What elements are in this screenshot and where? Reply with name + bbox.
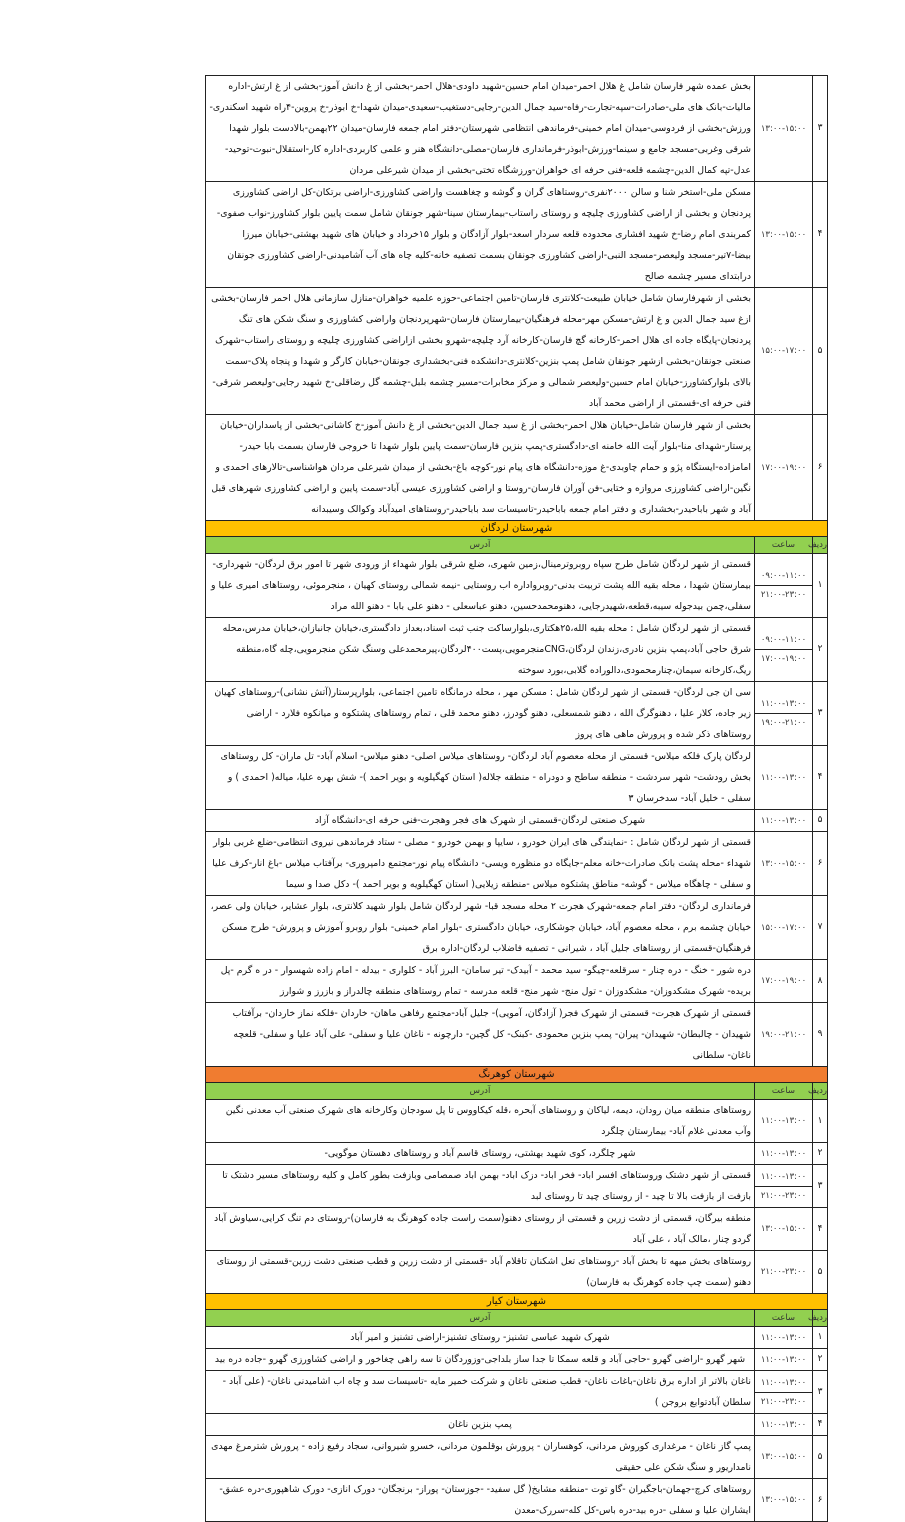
row-number: ۱ (813, 1100, 828, 1143)
schedule-table-body (206, 76, 828, 1522)
table-row (206, 1414, 828, 1436)
row-number: ۹ (813, 1003, 828, 1067)
outage-address: روستاهای کرچ-جهمان-باجگیران -گاو توت -منطقه مشایخ( گل سفید- -جوزستان- پوراز- برنجگان- دورک انازی- دورک شاهپوری-دره عشق- ایشاران علیا و سفلی -دره بید-دره باس-کل کله-سررک-معدن (206, 1479, 755, 1522)
outage-time-slot: ۱۱:۰۰-۱۳:۰۰ (760, 1332, 807, 1343)
table-row (206, 1100, 828, 1143)
column-header-row-num: ردیف (813, 1310, 828, 1327)
table-row (206, 288, 828, 415)
outage-time-slot: ۱۱:۰۰-۱۳:۰۰ (760, 772, 807, 783)
outage-time-cell (755, 960, 813, 1003)
row-number: ۲ (813, 1143, 828, 1165)
column-header-address: آدرس (206, 537, 755, 554)
row-number: ۱ (813, 1327, 828, 1349)
section-title: شهرستان لردگان (206, 521, 828, 537)
row-number: ۵ (813, 1251, 828, 1294)
column-header-row-num: ردیف (813, 537, 828, 554)
column-header-time: ساعت (755, 1083, 813, 1100)
outage-address: منطقه بیرگان، قسمتی از دشت زرین و قسمتی از روستای دهنو(سمت راست جاده کوهرنگ به فارسان)-روستای دم تنگ کرایی،سیاوش آباد گردو چنار ،مالک آباد ، علی آباد (206, 1208, 755, 1251)
outage-time-cell (755, 1327, 813, 1349)
outage-address: بخشی از شهرفارسان شامل خیابان طبیعت-کلانتری فارسان-تامین اجتماعی-حوزه علمیه خواهران-منازل سازمانی هلال احمر فارسان-بخشی ازغ سید جمال الدین و غ ارتش-مسکن مهر-محله فرهنگیان-بیمارستان فارسان-شهرپردنجان واراضی کشاورزی و سنگ شکن های تنگ پردنجان-پایگاه جاده ای هلال احمر-کارخانه گچ فارسان-کارخانه آرد چلیچه-شهرو بخشی ازاراضی کشاورزی چلیچه و روستای راستاب-شهرک صنعتی جونقان-بخشی ازشهر جونقان شامل پمپ بنزین-کلانتری-دانشکده فنی-بخشداری جونقان-خیابان کارگر و شهدا و پنجاه پلاک-سمت بالای بلوارکشاورز-خیابان امام حسین-ولیعصر شمالی و مرکز مخابرات-مسیر چشمه بلبل-چشمه گل رضاقلی-خ شهید رجایی-ولیعصر شرقی-فنی حرفه ای-قسمتی از اراضی محمد آباد (206, 288, 755, 415)
outage-time-cell (755, 76, 813, 182)
outage-time-slot: ۰۹:۰۰-۱۱:۰۰ (760, 635, 807, 645)
table-row (206, 554, 828, 618)
row-number: ۳ (813, 1371, 828, 1414)
outage-address: روستاهای منطقه میان رودان، دیمه، لیاکان و روستاهای آبحره ،قله کیکاووس تا پل سودجان وکارخانه های شهرک صنعتی آب معدنی نگین وآب معدنی غلام آباد- بیمارستان چلگرد (206, 1100, 755, 1143)
row-number: ۱ (813, 554, 828, 618)
outage-time-cell (755, 1371, 813, 1414)
table-row (206, 682, 828, 746)
outage-time-slot: ۱۳:۰۰-۱۵:۰۰ (760, 1224, 807, 1234)
table-row (206, 1349, 828, 1371)
section-title-row (206, 1294, 828, 1310)
outage-time-cell (755, 682, 813, 746)
column-header-row (206, 1310, 828, 1327)
outage-address: ناغان بالاتر از اداره برق ناغان-باغات ناغان- قطب صنعتی ناغان و شرکت خمیر مایه -تاسیسات سد و چاه اب اشامیدنی ناغان- (علی آباد - سلطان آبادتوابع بروجن ) (206, 1371, 755, 1414)
outage-time-slot: ۱۱:۰۰-۱۳:۰۰ (760, 1171, 807, 1182)
column-header-time: ساعت (755, 537, 813, 554)
outage-time-slot: ۱۱:۰۰-۱۳:۰۰ (760, 1148, 807, 1159)
outage-time-slot: ۱۱:۰۰-۱۳:۰۰ (760, 815, 807, 826)
outage-time-cell (755, 1100, 813, 1143)
table-row (206, 810, 828, 832)
row-number: ۵ (813, 288, 828, 415)
outage-address: دره شور - خنگ - دره چنار - سرقلعه-چیگو- سید محمد - آبیدک- تیر سامان- البرز آباد - کلواری - بیدله - امام زاده شهسوار - در ه گرم -پل بریده- شهرک مشکدوزان- مشکدوزان - تول منج- شهر منج- قلعه مدرسه - تمام روستاهای منطقه چالدراز و بازرز و شوارز (206, 960, 755, 1003)
column-header-row (206, 537, 828, 554)
row-number: ۳ (813, 76, 828, 182)
outage-time-slot: ۱۹:۰۰-۲۱:۰۰ (760, 1029, 807, 1040)
outage-time-slot: ۱۳:۰۰-۱۵:۰۰ (760, 1452, 807, 1462)
outage-time-slot: ۱۷:۰۰-۱۹:۰۰ (760, 462, 807, 473)
table-row (206, 960, 828, 1003)
schedule-table (205, 75, 828, 1522)
table-row (206, 182, 828, 288)
outage-time-slot: ۱۱:۰۰-۱۳:۰۰ (760, 699, 807, 709)
table-row (206, 415, 828, 521)
outage-time-slot: ۱۵:۰۰-۱۷:۰۰ (760, 346, 807, 356)
row-number: ۶ (813, 415, 828, 521)
outage-address: لردگان پارک فلکه میلاس- قسمتی از محله معصوم آباد لردگان- روستاهای میلاس اصلی- دهنو میلاس- اسلام آباد- تل ماران- کل روستاهای بخش رودشت- شهر سردشت - منطقه ساطح و دودراه - منطقه جلاله( استان کهگیلویه و بویر احمد )- شش بهره علیا، میاله( احمدی ) و سفلی - خلیل آباد- سدخرسان ۳ (206, 746, 755, 810)
outage-time-cell (755, 896, 813, 960)
table-row (206, 1165, 828, 1208)
row-number: ۳ (813, 682, 828, 746)
section-title-row (206, 1067, 828, 1083)
outage-address: قسمتی از شهر لردگان شامل : -نمایندگی های ایران خودرو ، سایپا و بهمن خودرو - مصلی - ستاد فرماندهی نیروی انتظامی-ضلع غربی بلوار شهداء -محله پشت بانک صادرات-خانه معلم-جایگاه دو منظوره ویسی- دانشگاه پیام نور-مجتمع دامپروری- برآفتاب میلاس -باغ انار-کرف علیا و سفلی - چاهگاه میلاس - گوشه- مناطق پشتکوه میلاس -منطقه زیلایی( استان کهگیلویه و بویر احمد )- دکل صدا و سیما (206, 832, 755, 896)
column-header-time: ساعت (755, 1310, 813, 1327)
row-number: ۵ (813, 1436, 828, 1479)
outage-time-cell (755, 1349, 813, 1371)
column-header-address: آدرس (206, 1083, 755, 1100)
outage-address: قسمتی از شهر لردگان شامل : محله بقیه الله،۲۵هکتاری،بلوارساکت جنب ثبت اسناد،بعداز دادگستری،خیابان جانبازان،خیابان مدرس،محله شرق حاجی آباد،پمپ بنزین نادری،زندان لردگان،CNGمنجرمویی،پست۴۰۰لردگان،پیرمحمدعلی وسنگ شکن منجرمویی،چله گاه،منطقه ریگ،کارخانه سیمان،چنارمحمودی،دالوراده گلابی،بورد سوخته (206, 618, 755, 682)
outage-time-slot: ۱۳:۰۰-۱۵:۰۰ (760, 858, 807, 869)
outage-time-cell (755, 415, 813, 521)
outage-time-cell (755, 810, 813, 832)
outage-time-slot: ۲۱:۰۰-۲۳:۰۰ (755, 1186, 812, 1205)
outage-address: فرمانداری لردگان- دفتر امام جمعه-شهرک هجرت ۲ محله مسجد قبا- شهر لردگان شامل بلوار شهید کلانتری، بلوار عشایر، خیابان ولی عصر، خیابان چشمه برم ، محله معصوم آباد، خیابان جوشکاری، خیابان دادگستری -بلوار امام خمینی- بلوار روبرو آموزش و پرورش- طرح مسکن فرهنگیان-قسمتی از روستاهای جلیل آباد ، شیرانی - تصفیه فاضلاب لردگان-اداره برق (206, 896, 755, 960)
outage-time-cell (755, 554, 813, 618)
outage-time-cell (755, 1165, 813, 1208)
outage-time-slot: ۲۱:۰۰-۲۳:۰۰ (755, 585, 812, 604)
table-row (206, 1436, 828, 1479)
table-row (206, 896, 828, 960)
table-row (206, 76, 828, 182)
outage-time-slot: ۱۹:۰۰-۲۱:۰۰ (755, 713, 812, 732)
outage-time-cell (755, 182, 813, 288)
outage-time-cell (755, 618, 813, 682)
outage-time-slot: ۱۳:۰۰-۱۵:۰۰ (760, 123, 807, 134)
table-row (206, 832, 828, 896)
outage-address: سی ان جی لردگان- قسمتی از شهر لردگان شامل : مسکن مهر ، محله درمانگاه تامین اجتماعی، بلوارپرستار(آتش نشانی)-روستاهای کهیان زیر جاده، کلار علیا ، دهنوگرگ الله ، دهنو شمسعلی، دهنو گودرز، دهنو محمد قلی ، تمام روستاهای پشتکوه و میانکوه فلارد - اراضی روستاهای ذکر شده و پرورش ماهی های پروز (206, 682, 755, 746)
table-row (206, 1143, 828, 1165)
outage-address: قسمتی از شهر دشتک وروستاهای افسر اباد- فخر اباد- دزک اباد- بهمن اباد صمصامی وبازفت بطور کامل و کلیه روستاهای مسیر دشتک تا بازفت از بازفت بالا تا چید - از روستای چید تا روستای لبد (206, 1165, 755, 1208)
outage-address: شهر گهرو -اراضی گهرو -حاجی آباد و قلعه سمکا تا جدا ساز بلداجی-وزوردگان تا سه راهی چغاخور و اراضی کشاورزی گهرو -جاده دره بید (206, 1349, 755, 1371)
outage-time-slot: ۱۱:۰۰-۱۳:۰۰ (760, 1354, 807, 1365)
outage-time-slot: ۱۱:۰۰-۱۳:۰۰ (760, 1116, 807, 1126)
outage-time-cell (755, 746, 813, 810)
table-row (206, 1327, 828, 1349)
row-number: ۲ (813, 1349, 828, 1371)
row-number: ۳ (813, 1165, 828, 1208)
table-row (206, 1208, 828, 1251)
outage-time-cell (755, 1251, 813, 1294)
outage-address: بخشی از شهر فارسان شامل-خیابان هلال احمر-بخشی از غ سید جمال الدین-بخشی از غ دانش آموز-خ کاشانی-بخشی از پاسداران-خیابان پرستار-شهدای منا-بلوار آیت الله خامنه ای-دادگستری-پمپ بنزین فارسان-سمت پایین بلوار شهدا تا خروجی فارسان بسمت بابا حیدر-امامزاده-ایستگاه پژو و حمام چاوبدی-غ موزه-دانشگاه های پیام نور-کوچه باغ-بخشی از میدان شیرعلی مردان هواشناسی-تالارهای احمدی و نگین-اراضی کشاورزی مروازه و ختایی-فن آوران فارسان-روستا و اراضی کشاورزی عیسی آباد-سمت پایین و اراضی کشاورزی شهرهای قبل آباد و شهر باباحیدر-بخشداری و دفتر امام جمعه باباحیدر-تاسیسات سد باباحیدر-روستاهای امیدآباد وکوالک وسیبدانه (206, 415, 755, 521)
outage-time-slot: ۱۱:۰۰-۱۳:۰۰ (760, 1419, 807, 1430)
table-row (206, 1371, 828, 1414)
column-header-row-num: ردیف (813, 1083, 828, 1100)
table-row (206, 746, 828, 810)
table-row (206, 618, 828, 682)
outage-time-slot: ۱۳:۰۰-۱۵:۰۰ (760, 229, 807, 240)
section-title: شهرستان کوهرنگ (206, 1067, 828, 1083)
table-row (206, 1479, 828, 1522)
row-number: ۴ (813, 1414, 828, 1436)
row-number: ۴ (813, 746, 828, 810)
outage-time-cell (755, 832, 813, 896)
section-title: شهرستان کیار (206, 1294, 828, 1310)
outage-time-slot: ۲۱:۰۰-۲۳:۰۰ (760, 1267, 807, 1277)
column-header-row (206, 1083, 828, 1100)
outage-time-slot: ۱۷:۰۰-۱۹:۰۰ (755, 649, 812, 668)
column-header-address: آدرس (206, 1310, 755, 1327)
outage-time-slot: ۱۵:۰۰-۱۷:۰۰ (760, 922, 807, 933)
outage-time-cell (755, 1208, 813, 1251)
row-number: ۸ (813, 960, 828, 1003)
outage-time-slot: ۱۳:۰۰-۱۵:۰۰ (760, 1495, 807, 1505)
outage-time-cell (755, 1143, 813, 1165)
outage-address: قسمتی از شهر لردگان شامل طرح سپاه روبروترمینال،زمین شهری، ضلع شرقی بلوار شهداء از ورودی شهر تا امور برق لردگان- شهرداری- بیمارستان شهدا ، محله بقیه الله پشت تربیت بدنی-روبرواداره اب روستایی -نیمه شمالی روستای کهیان ، منجرموئی، روستاهای امیری علیا و سفلی،چمن بیدجوله سیبه،قطعه،شهیدرجایی، دهنومحمدحسین، دهنو عباسعلی - دهنو علی بابا - دهنو الله مراد (206, 554, 755, 618)
outage-address: شهرک شهید عباسی تشنیز- روستای تشنیز-اراضی تشنیز و امیر آباد (206, 1327, 755, 1349)
outage-time-cell (755, 1436, 813, 1479)
table-row (206, 1251, 828, 1294)
outage-time-slot: ۲۱:۰۰-۲۳:۰۰ (755, 1392, 812, 1411)
outage-address: شهرک صنعتی لردگان-قسمتی از شهرک های فجر وهجرت-فنی حرفه ای-دانشگاه آزاد (206, 810, 755, 832)
row-number: ۷ (813, 896, 828, 960)
row-number: ۲ (813, 618, 828, 682)
section-title-row (206, 521, 828, 537)
outage-time-slot: ۱۷:۰۰-۱۹:۰۰ (760, 976, 807, 986)
outage-address: بخش عمده شهر فارسان شامل غ هلال احمر-میدان امام حسین-شهید داودی-هلال احمر-بخشی از غ دانش آموز-بخشی از غ ارتش-اداره مالیات-بانک های ملی-صادرات-سپه-تجارت-رفاه-سید جمال الدین-رجایی-دستغیب-سعیدی-میدان شهدا-خ ابوذر-خ پروین-۴راه شهید اسکندری-ورزش-بخشی از فردوسی-میدان امام خمینی-فرماندهی انتظامی شهرستان-دفتر امام جمعه فارسان-میدان ۲۲بهمن-بالادست بلوار شهدا شرقی وغربی-مسجد جامع و سینما-ورزش-ابوذر-فرمانداری فارسان-مصلی-دانشگاه هنر و علمی کاربردی-اداره کار-استقلال-نبوت-توحید-عدل-تپه کمال الدین-چشمه قلعه-فنی حرفه ای خواهران-ورزشگاه تختی-بخشی از میدان شیرعلی مردان (206, 76, 755, 182)
outage-time-cell (755, 288, 813, 415)
row-number: ۶ (813, 1479, 828, 1522)
outage-address: قسمتی از شهرک هجرت- قسمتی از شهرک فجر( آزادگان، آمویی)- جلیل آباد-مجتمع رفاهی ماهان- خاردان -فلکه نماز خاردان- برآفتاب شهیدان - چالبطان- شهیدان- پیران- پمپ بنزین محمودی -کبنک- کل گچین- دارچونه - ناغان علیا و سفلی- علی آباد علیا و سفلی- قلعچه ناغان- سلطانی (206, 1003, 755, 1067)
outage-address: روستاهای بخش میهه تا بخش آباد -روستاهای تعل اشکنان تاقلام آباد -قسمتی از دشت زرین و قطب صنعتی دشت زرین-قسمتی از روستای دهنو (سمت چپ جاده کوهرنگ به فارسان) (206, 1251, 755, 1294)
outage-time-cell (755, 1003, 813, 1067)
outage-time-cell (755, 1479, 813, 1522)
outage-address: مسکن ملی-استخر شنا و سالن ۲۰۰۰نفری-روستاهای گران و گوشه و چغاهست واراضی کشاورزی-اراضی برتکان-کل اراضی کشاورزی پردنجان و بخشی از اراضی کشاورزی چلیچه و روستای راستاب-بیمارستان سینا-شهر جونقان شامل سمت پایین بلوار کشاورز-نواب صفوی-کمربندی امام رضا-خ شهید افشاری محدوده قلعه سردار اسعد-بلوار آزادگان و بلوار ۱۵خرداد و خیابان های شهید بهشتی-خیابان میرزا بیضا-۷تیر-مسجد ولیعصر-مسجد النبی-اراضی کشاورزی جونقان بسمت تصفیه خانه-کلیه چاه های آب آشامیدنی-اراضی کشاورزی جونقان درابتدای مسیر چشمه صالح (206, 182, 755, 288)
outage-address: پمپ گاز ناغان - مرغداری کوروش مردانی، کوهساران - پرورش بوقلمون مردانی، خسرو شیروانی، سجاد رفیع زاده - پرورش شترمرغ مهدی نامداریور و سنگ شکن علی حقیقی (206, 1436, 755, 1479)
outage-time-slot: ۰۹:۰۰-۱۱:۰۰ (760, 571, 807, 581)
row-number: ۶ (813, 832, 828, 896)
outage-address: شهر چلگرد، کوی شهید بهشتی، روستای قاسم آباد و روستاهای دهستان موگویی- (206, 1143, 755, 1165)
power-outage-schedule-sheet (205, 75, 828, 1522)
row-number: ۴ (813, 1208, 828, 1251)
outage-time-cell (755, 1414, 813, 1436)
outage-time-slot: ۱۱:۰۰-۱۳:۰۰ (760, 1377, 807, 1388)
table-row (206, 1003, 828, 1067)
outage-address: پمپ بنزین ناغان (206, 1414, 755, 1436)
row-number: ۵ (813, 810, 828, 832)
row-number: ۴ (813, 182, 828, 288)
